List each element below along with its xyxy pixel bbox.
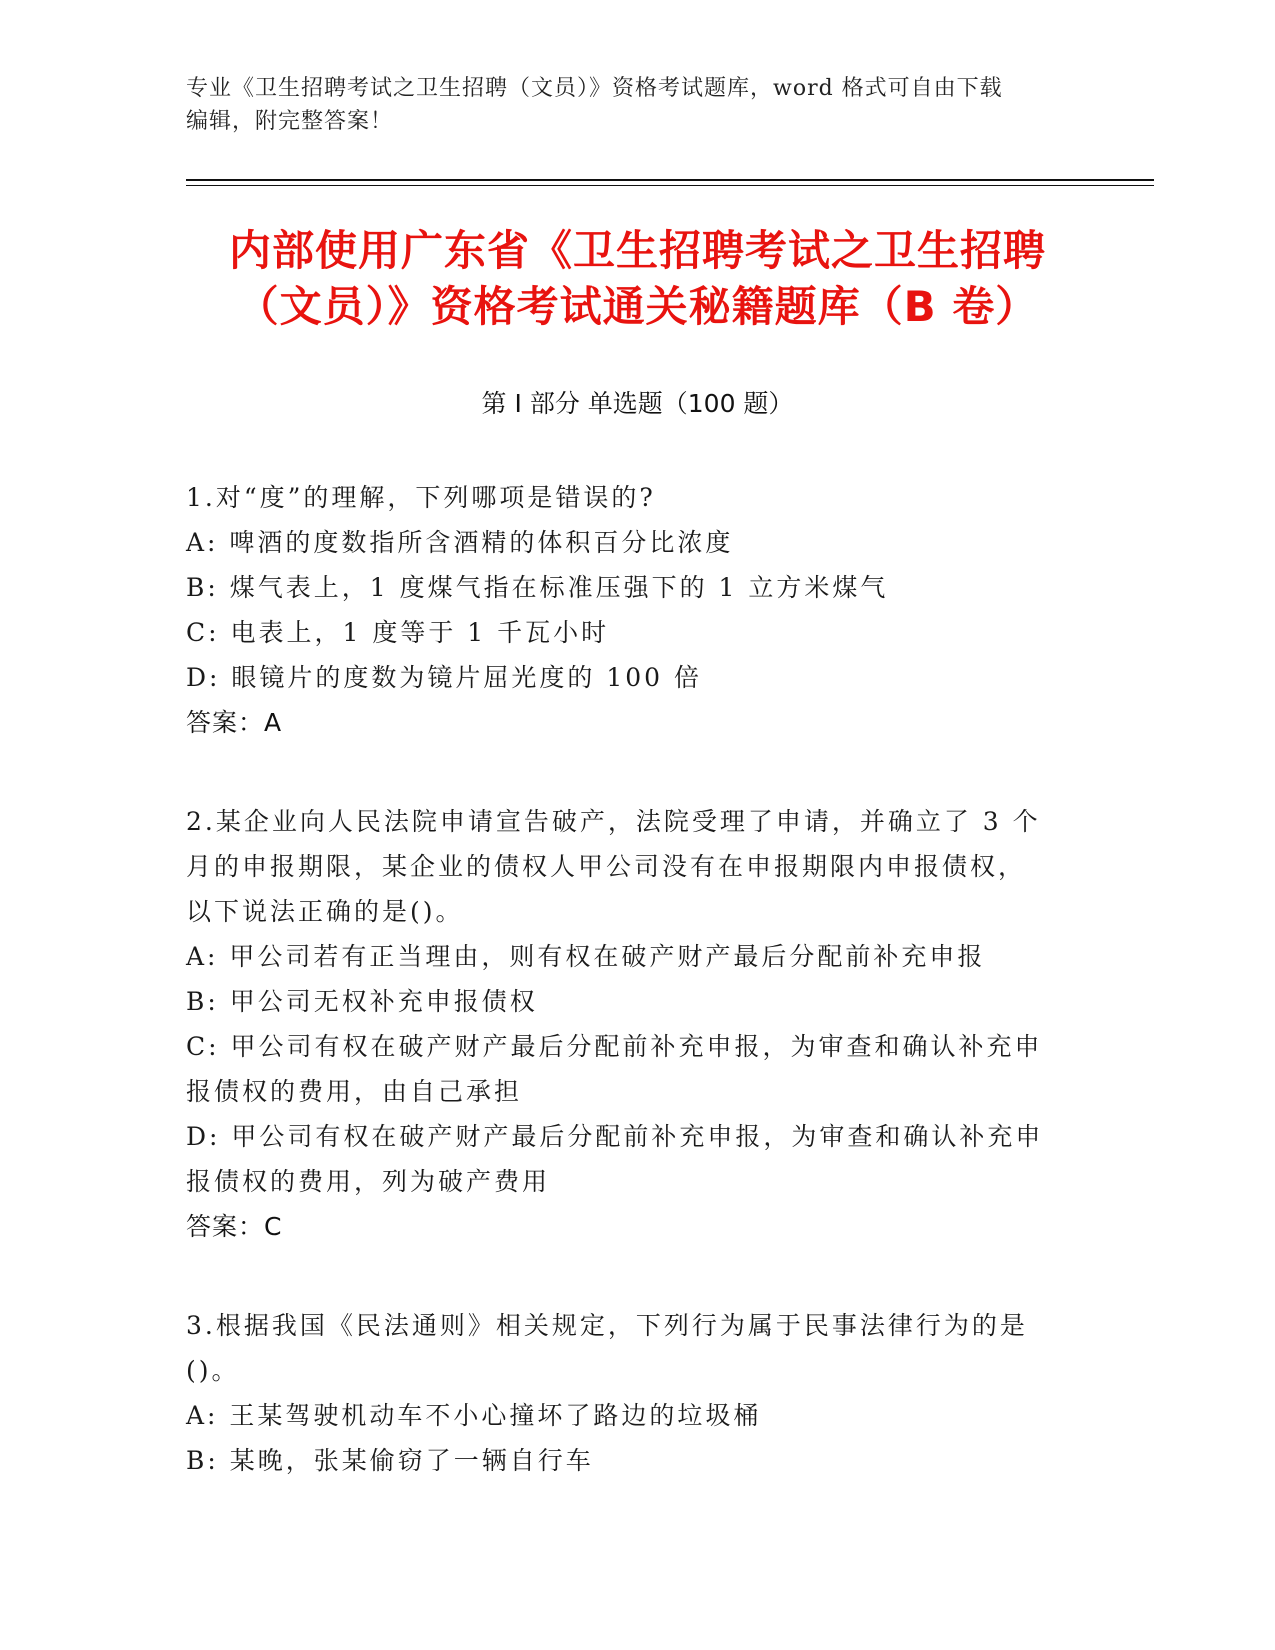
option-b: B: 煤气表上，1 度煤气指在标准压强下的 1 立方米煤气 (186, 573, 889, 602)
header-note (186, 72, 1086, 138)
header-note-line-2: 编辑，附完整答案！ (186, 109, 394, 134)
header-divider-thick (186, 179, 1154, 181)
option-a: A: 甲公司若有正当理由，则有权在破产财产最后分配前补充申报 (186, 942, 986, 971)
question-list (186, 475, 1066, 1537)
option-d: D: 眼镜片的度数为镜片屈光度的 100 倍 (186, 663, 703, 692)
question-2 (186, 799, 1066, 1249)
question-stem-continued: 以下说法正确的是()。 (186, 897, 464, 926)
option-c: C: 电表上，1 度等于 1 千瓦小时 (186, 618, 610, 647)
option-d-continued: 报债权的费用，列为破产费用 (186, 1167, 551, 1196)
question-3 (186, 1303, 1066, 1483)
document-title-line-1: 内部使用广东省《卫生招聘考试之卫生招聘 (228, 226, 1046, 275)
header-note-line-1: 专业《卫生招聘考试之卫生招聘（文员）》资格考试题库，word 格式可自由下载 (186, 76, 1003, 101)
question-stem: 2.某企业向人民法院申请宣告破产，法院受理了申请，并确立了 3 个 (186, 807, 1041, 836)
header-divider-thin (186, 185, 1154, 186)
question-1 (186, 475, 1066, 745)
question-stem: 3.根据我国《民法通则》相关规定，下列行为属于民事法律行为的是 (186, 1311, 1028, 1340)
section-heading: 第 I 部分 单选题（100 题） (481, 389, 794, 418)
option-c-continued: 报债权的费用，由自己承担 (186, 1077, 523, 1106)
document-title (150, 223, 1125, 335)
question-stem-continued: ()。 (186, 1356, 240, 1385)
option-b: B: 甲公司无权补充申报债权 (186, 987, 538, 1016)
answer-label: 答案：C (186, 1212, 283, 1241)
question-stem: 1.对“度”的理解，下列哪项是错误的? (186, 483, 656, 512)
answer-label: 答案：A (186, 708, 283, 737)
option-c: C: 甲公司有权在破产财产最后分配前补充申报，为审查和确认补充申 (186, 1032, 1043, 1061)
option-a: A: 王某驾驶机动车不小心撞坏了路边的垃圾桶 (186, 1401, 762, 1430)
option-a: A: 啤酒的度数指所含酒精的体积百分比浓度 (186, 528, 734, 557)
document-title-line-2: （文员）》资格考试通关秘籍题库（B 卷） (236, 282, 1039, 331)
option-d: D: 甲公司有权在破产财产最后分配前补充申报，为审查和确认补充申 (186, 1122, 1044, 1151)
option-b: B: 某晚，张某偷窃了一辆自行车 (186, 1446, 594, 1475)
question-stem-continued: 月的申报期限，某企业的债权人甲公司没有在申报期限内申报债权， (186, 852, 1027, 881)
